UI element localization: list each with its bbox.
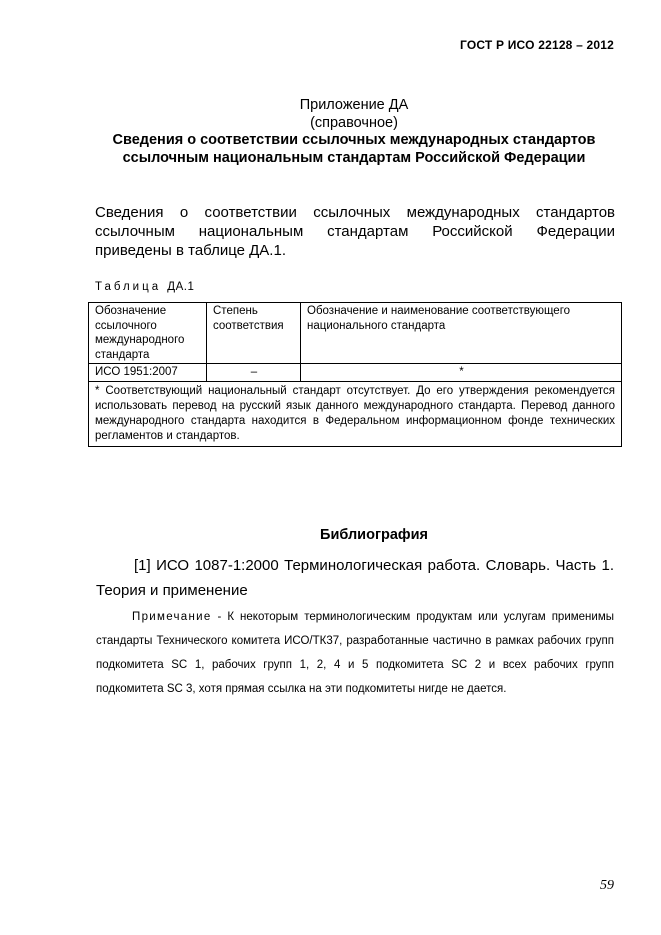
table-caption <box>95 281 194 293</box>
bibliography-note <box>96 605 614 701</box>
note-text: - К некоторым терминологическим продуктам или услугам применимы стандарты Технического комитета ИСО/ТК37, разработанные частично в рамках рабочих групп подкомитета SC 1, рабочих групп 1, 2, 4 и 5 подкомитета SC 2 и всех рабочих групп подкомитета SC 3, хотя прямая ссылка на эти подкомитеты нигде не дается. <box>96 611 614 695</box>
correspondence-table <box>88 302 622 447</box>
table-caption-word: Таблица <box>95 281 162 293</box>
table-header-row <box>89 303 622 364</box>
annex-heading: Сведения о соответствии ссылочных международных стандартов ссылочным национальным стандартам Российской Федерации <box>112 132 596 166</box>
table-caption-number: ДА.1 <box>167 281 195 293</box>
page-number: 59 <box>600 878 614 893</box>
table-cell-intl-standard: ИСО 1951:2007 <box>89 364 207 382</box>
table-footnote-row <box>89 381 622 446</box>
table-row <box>89 364 622 382</box>
table-footnote: * Соответствующий национальный стандарт отсутствует. До его утверждения рекомендуется использовать перевод на русский язык данного международного стандарта. Перевод данного международного стандарта находится в Федеральном информационном фонде технических регламентов и стандартов. <box>89 381 622 446</box>
annex-title: Приложение ДА <box>299 97 409 113</box>
bibliography-entry: [1] ИСО 1087-1:2000 Терминологическая работа. Словарь. Часть 1. Теория и применение <box>96 557 614 599</box>
table-cell-national-standard: * <box>301 364 622 382</box>
document-code-header: ГОСТ Р ИСО 22128 – 2012 <box>459 38 614 52</box>
intro-paragraph: Сведения о соответствии ссылочных международных стандартов ссылочным национальным стандартам Российской Федерации приведены в таблице ДА.1. <box>95 204 615 259</box>
annex-status: (справочное) <box>310 115 398 131</box>
header-cell-intl-standard: Обозначение ссылочного международного стандарта <box>89 303 207 364</box>
bibliography-title: Библиография <box>320 527 428 543</box>
header-cell-national-standard: Обозначение и наименование соответствующего национального стандарта <box>301 303 622 364</box>
header-cell-conformity-degree: Степень соответствия <box>207 303 301 364</box>
table-cell-conformity-degree: – <box>207 364 301 382</box>
note-label: Примечание <box>132 611 212 623</box>
